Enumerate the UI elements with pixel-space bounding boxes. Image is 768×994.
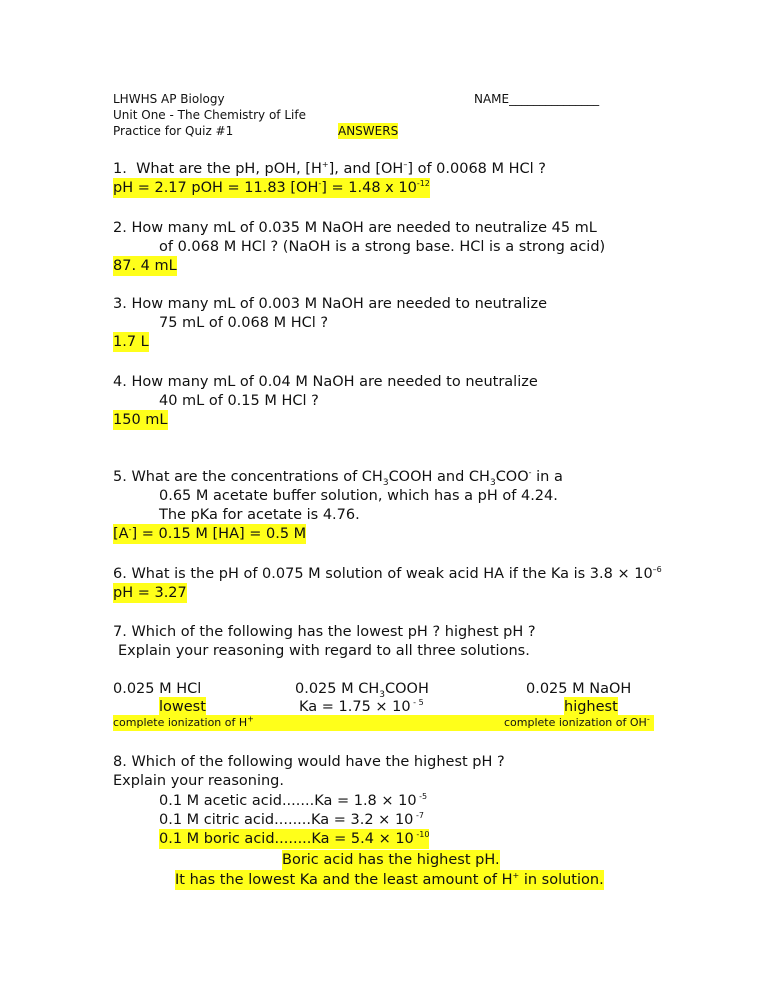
superscript: + [247,714,254,724]
superscript: - [646,714,650,724]
question-number: 1. [113,161,127,177]
answer-5 [113,524,306,544]
question-6 [113,564,662,584]
text: Ka = 1.75 × 10 [299,699,411,715]
superscript: - [528,468,532,478]
option-acetic [159,791,427,811]
answer-2: 87. 4 mL [113,258,177,274]
answer-8-line-1: Boric acid has the highest pH. [282,852,500,868]
solution-hcl: 0.025 M HCl [113,681,202,697]
answer-3: 1.7 L [113,334,149,350]
superscript: - [128,525,132,535]
text: complete ionization of H [113,716,248,729]
answer-7-highest: highest [564,699,618,715]
question-5-line-1 [113,467,563,487]
name-field: NAME_______________ [474,92,600,106]
superscript: -5 [416,792,428,802]
question-4-line-2: 40 mL of 0.15 M HCl ? [159,393,319,409]
question-4-line-1: 4. How many mL of 0.04 M NaOH are needed to neutralize [113,374,538,390]
text: It has the lowest Ka and the least amount of H [175,872,513,888]
superscript: + [512,871,520,881]
text: [A [113,526,129,542]
unit-title: Unit One - The Chemistry of Life [113,108,306,122]
text: complete ionization of OH [504,716,647,729]
superscript: - 5 [410,698,424,708]
question-7-line-1: 7. Which of the following has the lowest pH ? highest pH ? [113,624,536,640]
text: 0.025 M CH [295,681,380,697]
course-title: LHWHS AP Biology [113,92,225,106]
note-hcl [113,715,254,731]
superscript: –6 [652,565,662,575]
text: ] = 1.48 x 10 [321,180,417,196]
text: ] = 0.15 M [HA] = 0.5 M [131,526,307,542]
text: ] of 0.0068 M HCl ? [407,161,546,177]
question-3-line-1: 3. How many mL of 0.003 M NaOH are needed to neutralize [113,296,547,312]
text: in a [531,469,563,485]
superscript: - [318,179,322,189]
answer-7-lowest: lowest [159,699,206,715]
solution-acetic [295,679,429,699]
answer-1 [113,178,430,198]
superscript: + [321,160,329,170]
question-3-line-2: 75 mL of 0.068 M HCl ? [159,315,329,331]
superscript: – [403,160,408,170]
answers-label: ANSWERS [338,124,399,138]
text: What are the pH, pOH, [H [136,161,322,177]
text: pH = 2.17 pOH = 11.83 [OH [113,180,319,196]
question-5-line-2: 0.65 M acetate buffer solution, which has a pH of 4.24. [159,488,558,504]
question-8-line-1: 8. Which of the following would have the highest pH ? [113,754,505,770]
text: COOH [385,681,429,697]
subscript: 3 [379,689,386,700]
text: COO [495,469,529,485]
question-2-line-1: 2. How many mL of 0.035 M NaOH are needed to neutralize 45 mL [113,220,597,236]
question-1 [113,159,546,179]
acetic-ka [299,697,424,717]
question-5-line-3: The pKa for acetate is 4.76. [159,507,360,523]
question-2-line-2: of 0.068 M HCl ? (NaOH is a strong base. HCl is a strong acid) [159,239,606,255]
text: ], and [OH [328,161,404,177]
answer-4: 150 mL [113,412,168,428]
text: 0.1 M citric acid........Ka = 3.2 × 10 [159,812,414,828]
option-boric [159,829,429,849]
answer-8-line-2 [175,870,604,890]
superscript: -10 [413,830,430,840]
superscript: -12 [416,179,430,189]
subscript: 3 [489,477,496,488]
text: 6. What is the pH of 0.075 M solution of weak acid HA if the Ka is 3.8 × 10 [113,566,653,582]
practice-title: Practice for Quiz #1 [113,124,234,138]
superscript: -7 [413,811,424,821]
text: in solution. [519,872,604,888]
subscript: 3 [382,477,389,488]
solution-naoh: 0.025 M NaOH [526,681,632,697]
question-7-line-2: Explain your reasoning with regard to all three solutions. [118,643,530,659]
text: 0.1 M boric acid........Ka = 5.4 × 10 [159,831,414,847]
text: COOH and CH [388,469,490,485]
note-naoh [504,715,650,731]
text: 5. What are the concentrations of CH [113,469,383,485]
question-8-line-2: Explain your reasoning. [113,773,284,789]
text: 0.1 M acetic acid.......Ka = 1.8 × 10 [159,793,417,809]
option-citric [159,810,424,830]
answer-6: pH = 3.27 [113,585,187,601]
